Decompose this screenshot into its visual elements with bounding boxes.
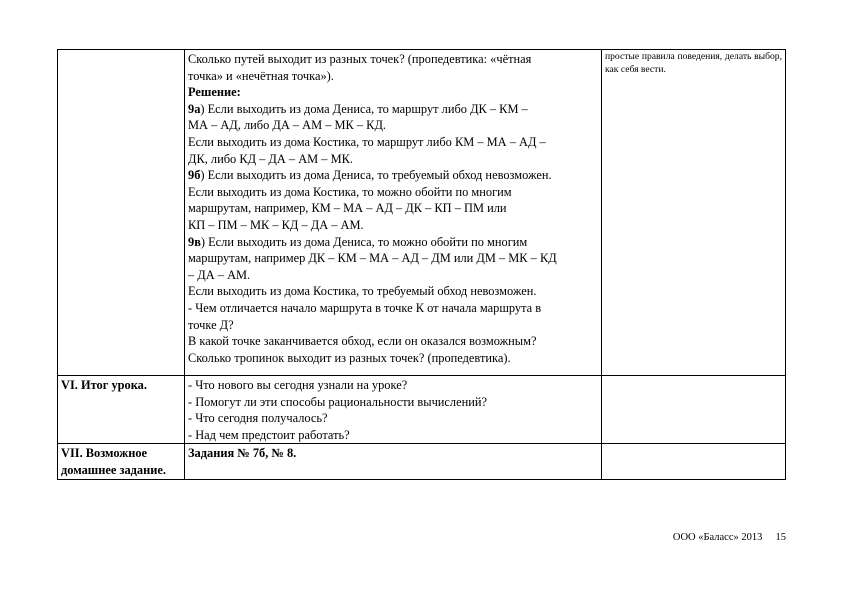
content-line	[188, 267, 598, 284]
page-number: 15	[775, 532, 786, 543]
content-line	[188, 167, 598, 184]
stage-cell: VII. Возможное домашнее задание.	[58, 444, 185, 479]
line-text: точка» и «нечётная точка»).	[188, 68, 334, 83]
content-line	[188, 300, 598, 317]
content-line	[188, 184, 598, 201]
note-cell: простые правила поведения, делать выбор, как себя вести.	[602, 50, 786, 376]
line-text: точке Д?	[188, 317, 234, 332]
note-cell	[602, 376, 786, 444]
line-text: маршрутам, например ДК – КМ – МА – АД – ДМ или ДМ – МК – КД	[188, 251, 557, 266]
line-text: ДК, либо КД – ДА – АМ – МК.	[188, 151, 353, 166]
task-number: 9в	[188, 234, 201, 249]
stage-cell: VI. Итог урока.	[58, 376, 185, 444]
stage-cell	[58, 50, 185, 376]
line-text: МА – АД, либо ДА – АМ – МК – КД.	[188, 118, 386, 133]
content-line	[188, 317, 598, 334]
line-text: КП – ПМ – МК – КД – ДА – АМ.	[188, 217, 364, 232]
content-line	[188, 117, 598, 134]
line-text: - Чем отличается начало маршрута в точке К от начала маршрута в	[188, 300, 542, 315]
line-text: ) Если выходить из дома Дениса, то маршрут либо ДК – КМ –	[200, 101, 528, 116]
table-row	[58, 50, 786, 376]
line-text: Сколько путей выходит из разных точек? (пропедевтика: «чётная	[188, 52, 532, 66]
lesson-plan-table	[57, 49, 786, 480]
content-line	[188, 427, 598, 444]
line-text: маршрутам, например, КМ – МА – АД – ДК – КП – ПМ или	[188, 201, 507, 216]
line-text: Решение:	[188, 85, 241, 100]
line-text: - Что нового вы сегодня узнали на уроке?	[188, 378, 408, 392]
content-line	[188, 377, 598, 394]
table-row	[58, 444, 786, 479]
content-line	[188, 200, 598, 217]
content-line	[188, 410, 598, 427]
note-cell	[602, 444, 786, 479]
content-line	[188, 394, 598, 411]
homework-task: Задания № 7б, № 8.	[185, 444, 602, 479]
content-line	[188, 234, 598, 251]
line-text: ) Если выходить из дома Дениса, то требуемый обход невозможен.	[200, 168, 552, 183]
content-line	[188, 134, 598, 151]
content-line	[188, 250, 598, 267]
task-number: 9б	[188, 168, 201, 183]
content-cell	[185, 376, 602, 444]
line-text: – ДА – АМ.	[188, 267, 251, 282]
task-number: 9а	[188, 101, 201, 116]
content-line	[188, 51, 598, 68]
content-line	[188, 101, 598, 118]
line-text: В какой точке заканчивается обход, если он оказался возможным?	[188, 334, 537, 349]
line-text: Если выходить из дома Костика, то требуемый обход невозможен.	[188, 284, 537, 299]
content-line	[188, 333, 598, 350]
line-text: - Над чем предстоит работать?	[188, 427, 350, 442]
content-line	[188, 217, 598, 234]
line-text: Если выходить из дома Костика, то маршрут либо КМ – МА – АД –	[188, 134, 546, 149]
line-text: - Помогут ли эти способы рациональности вычислений?	[188, 394, 488, 409]
content-line	[188, 151, 598, 168]
line-text: ) Если выходить из дома Дениса, то можно обойти по многим	[200, 234, 528, 249]
content-line	[188, 68, 598, 85]
line-text: Сколько тропинок выходит из разных точек? (пропедевтика).	[188, 350, 511, 365]
table-row	[58, 376, 786, 444]
line-text: - Что сегодня получалось?	[188, 411, 328, 426]
content-line	[188, 283, 598, 300]
content-line	[188, 350, 598, 367]
content-line	[188, 84, 598, 101]
page-footer	[600, 532, 786, 543]
content-cell	[185, 50, 602, 376]
publisher-label: ООО «Баласс» 2013	[672, 532, 763, 543]
line-text: Если выходить из дома Костика, то можно обойти по многим	[188, 184, 512, 199]
